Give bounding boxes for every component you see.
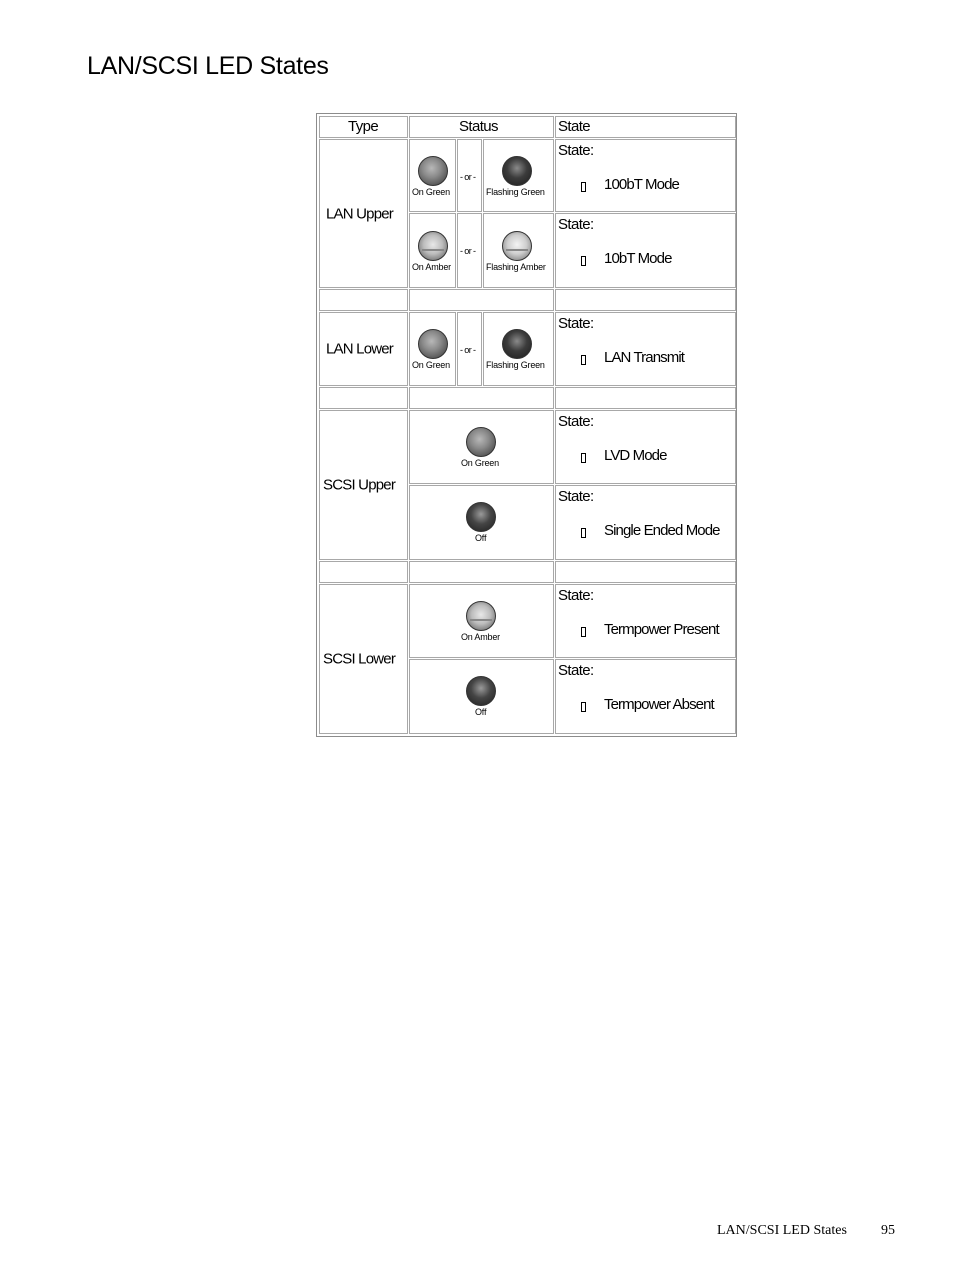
- state-value: Termpower Absent: [604, 696, 714, 713]
- spacer-cell: [319, 387, 408, 409]
- spacer-cell: [555, 387, 736, 409]
- bullet-icon: [581, 627, 586, 637]
- led-indicator-icon: [502, 156, 532, 186]
- led-caption: On Amber: [412, 262, 451, 272]
- header-status-label: Status: [459, 118, 498, 135]
- led-states-table: [316, 113, 737, 737]
- type-cell-scsi-upper: [319, 410, 408, 560]
- type-label: SCSI Upper: [323, 476, 396, 494]
- led-cell: [409, 410, 554, 484]
- led-cell: [409, 659, 554, 734]
- type-label: SCSI Lower: [323, 650, 396, 668]
- page-number: 95: [881, 1223, 895, 1238]
- led-indicator-icon: [502, 231, 532, 261]
- led-indicator-icon: [418, 231, 448, 261]
- page-title: LAN/SCSI LED States: [87, 52, 329, 80]
- type-cell-scsi-lower: [319, 584, 408, 734]
- state-label: State:: [558, 587, 594, 604]
- led-cell: [483, 139, 554, 212]
- led-indicator-icon: [502, 329, 532, 359]
- led-caption: Flashing Green: [486, 187, 545, 197]
- led-caption: Off: [475, 707, 487, 717]
- or-cell: [457, 139, 482, 212]
- or-cell: [457, 312, 482, 386]
- state-value: LAN Transmit: [604, 349, 685, 366]
- led-caption: Off: [475, 533, 487, 543]
- state-cell: [555, 213, 736, 288]
- header-type-label: Type: [348, 118, 379, 135]
- led-caption: On Green: [461, 458, 499, 468]
- led-caption: On Green: [412, 360, 450, 370]
- state-label: State:: [558, 488, 594, 505]
- led-cell: [483, 213, 554, 288]
- led-caption: On Green: [412, 187, 450, 197]
- led-cell: [409, 213, 456, 288]
- state-value: 10bT Mode: [604, 250, 672, 267]
- bullet-icon: [581, 453, 586, 463]
- led-indicator-icon: [466, 502, 496, 532]
- bullet-icon: [581, 702, 586, 712]
- led-cell: [409, 584, 554, 658]
- state-cell: [555, 410, 736, 484]
- bullet-icon: [581, 256, 586, 266]
- spacer-cell: [409, 387, 554, 409]
- led-cell: [409, 312, 456, 386]
- header-status: [409, 116, 554, 138]
- header-type: [319, 116, 408, 138]
- header-state: [555, 116, 736, 138]
- footer-section-title: LAN/SCSI LED States: [717, 1223, 847, 1238]
- led-indicator-icon: [418, 156, 448, 186]
- state-cell: [555, 485, 736, 560]
- state-cell: [555, 312, 736, 386]
- or-separator: - or -: [460, 246, 476, 256]
- spacer-cell: [319, 561, 408, 583]
- header-state-label: State: [558, 118, 591, 135]
- type-label: LAN Lower: [326, 340, 394, 358]
- or-separator: - or -: [460, 172, 476, 182]
- state-value: 100bT Mode: [604, 176, 679, 193]
- led-caption: Flashing Amber: [486, 262, 546, 272]
- spacer-cell: [409, 289, 554, 311]
- spacer-cell: [555, 561, 736, 583]
- state-label: State:: [558, 413, 594, 430]
- led-caption: On Amber: [461, 632, 500, 642]
- state-value: LVD Mode: [604, 447, 667, 464]
- bullet-icon: [581, 528, 586, 538]
- state-label: State:: [558, 662, 594, 679]
- state-label: State:: [558, 142, 594, 159]
- state-cell: [555, 659, 736, 734]
- led-cell: [409, 139, 456, 212]
- state-label: State:: [558, 216, 594, 233]
- led-indicator-icon: [466, 601, 496, 631]
- led-indicator-icon: [418, 329, 448, 359]
- led-cell: [483, 312, 554, 386]
- led-cell: [409, 485, 554, 560]
- type-cell-lan-lower: [319, 312, 408, 386]
- type-cell-lan-upper: [319, 139, 408, 288]
- state-cell: [555, 139, 736, 212]
- led-caption: Flashing Green: [486, 360, 545, 370]
- spacer-cell: [409, 561, 554, 583]
- spacer-cell: [319, 289, 408, 311]
- state-value: Single Ended Mode: [604, 522, 720, 539]
- state-value: Termpower Present: [604, 621, 719, 638]
- type-label: LAN Upper: [326, 205, 394, 222]
- bullet-icon: [581, 355, 586, 365]
- or-cell: [457, 213, 482, 288]
- spacer-cell: [555, 289, 736, 311]
- bullet-icon: [581, 182, 586, 192]
- state-cell: [555, 584, 736, 658]
- or-separator: - or -: [460, 345, 476, 355]
- state-label: State:: [558, 315, 594, 332]
- led-indicator-icon: [466, 676, 496, 706]
- led-indicator-icon: [466, 427, 496, 457]
